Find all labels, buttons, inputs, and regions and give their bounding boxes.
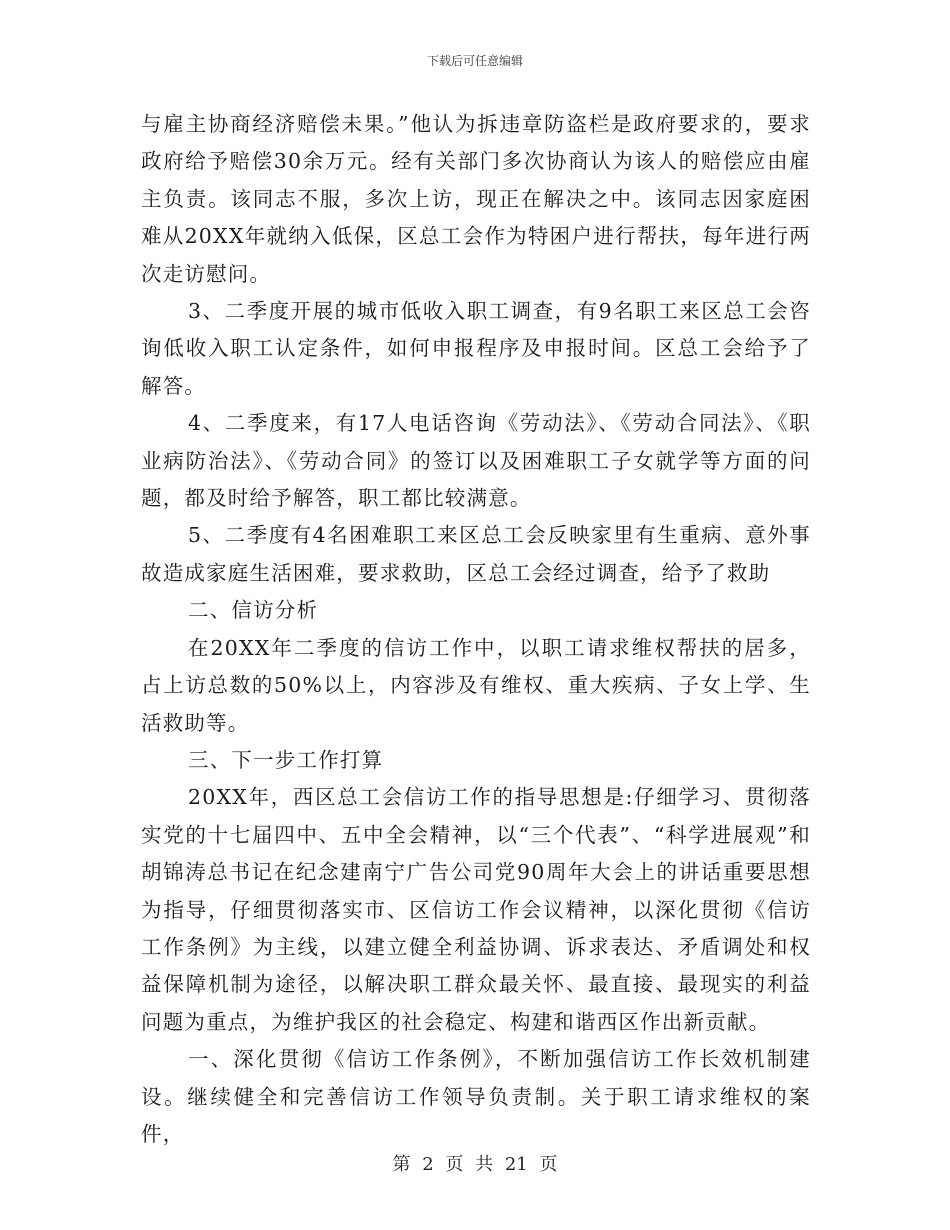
paragraph-1: 与雇主协商经济赔偿未果。”他认为拆违章防盗栏是政府要求的，要求政府给予赔偿30余万元。经有关部门多次协商认为该人的赔偿应由雇主负责。该同志不服，多次上访，现正在解决之中。该同志因家庭困难从20XX年就纳入低保，区总工会作为特困户进行帮扶，每年进行两次走访慰问。 xyxy=(141,112,811,286)
paragraph-6: 20XX年，西区总工会信访工作的指导思想是:仔细学习、贯彻落实党的十七届四中、五中全会精神，以“三个代表”、“科学进展观”和胡锦涛总书记在纪念建南宁广告公司党90周年大会上的讲话重要思想为指导，仔细贯彻落实市、区信访工作会议精神，以深化贯彻《信访工作条例》为主线，以建立健全利益协调、诉求表达、矛盾调处和权益保障机制为途径，以解决职工群众最关怀、最直接、最现实的利益问题为重点，为维护我区的社会稳定、构建和谐西区作出新贡献。 xyxy=(141,785,811,1034)
page-number: 第 2 页 共 21 页 xyxy=(392,1154,558,1175)
section-heading-analysis: 二、信访分析 xyxy=(188,598,319,623)
paragraph-5: 在20XX年二季度的信访工作中，以职工请求维权帮扶的居多，占上访总数的50%以上，内容涉及有维权、重大疾病、子女上学、生活救助等。 xyxy=(141,635,811,735)
page-header: 下载后可任意编辑 xyxy=(426,54,523,68)
paragraph-7: 一、深化贯彻《信访工作条例》，不断加强信访工作长效机制建设。继续健全和完善信访工作领导负责制。关于职工请求维权的案件， xyxy=(141,1047,811,1146)
paragraph-4: 5、二季度有4名困难职工来区总工会反映家里有生重病、意外事故造成家庭生活困难，要求救助，区总工会经过调查，给予了救助 xyxy=(141,523,811,585)
paragraph-3: 4、二季度来，有17人电话咨询《劳动法》、《劳动合同法》、《职业病防治法》、《劳动合同》的签订以及困难职工子女就学等方面的问题，都及时给予解答，职工都比较满意。 xyxy=(141,411,811,511)
paragraph-2: 3、二季度开展的城市低收入职工调查，有9名职工来区总工会咨询低收入职工认定条件，如何申报程序及申报时间。区总工会给予了解答。 xyxy=(141,299,811,398)
section-heading-plan: 三、下一步工作打算 xyxy=(188,747,384,772)
document-body xyxy=(141,106,811,1153)
